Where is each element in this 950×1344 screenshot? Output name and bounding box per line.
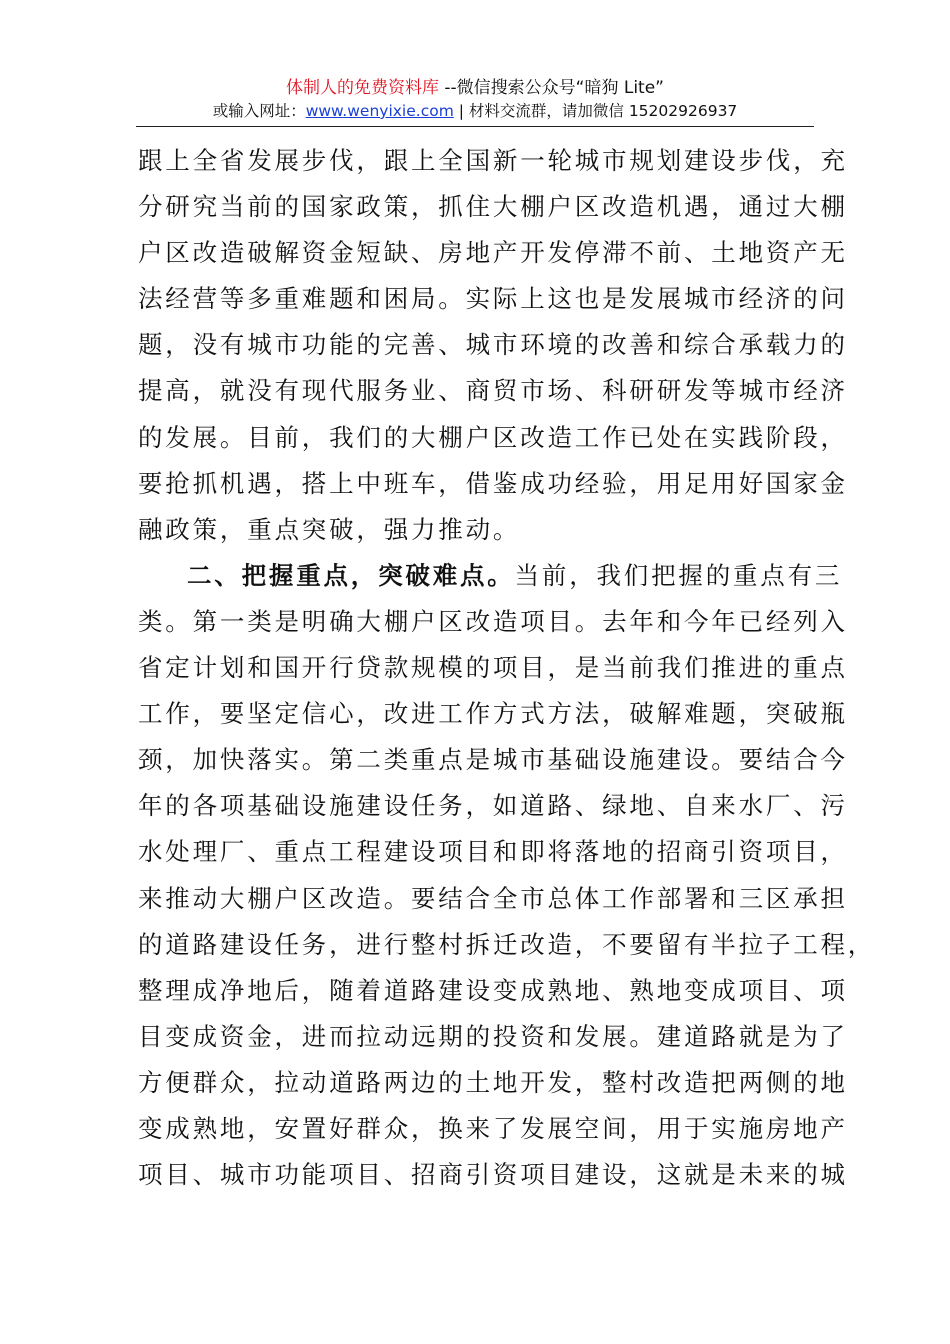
text-line: 户区改造破解资金短缺、房地产开发停滞不前、土地资产无 (138, 238, 848, 268)
text-line: 的道路建设任务，进行整村拆迁改造，不要留有半拉子工程， (138, 929, 876, 959)
text-line: 目变成资金，进而拉动远期的投资和发展。建道路就是为了 (138, 1021, 848, 1051)
text-line: 省定计划和国开行贷款规模的项目，是当前我们推进的重点 (138, 653, 848, 683)
text-line: 融政策，重点突破，强力推动。 (138, 514, 521, 544)
section-heading-line (138, 553, 843, 599)
text-line: 项目、城市功能项目、招商引资项目建设，这就是未来的城 (138, 1160, 848, 1190)
text-line: 工作，要坚定信心，改进工作方式方法，破解难题，突破瓶 (138, 699, 848, 729)
text-line: 水处理厂、重点工程建设项目和即将落地的招商引资项目， (138, 837, 848, 867)
text-line: 颈，加快落实。第二类重点是城市基础设施建设。要结合今 (138, 745, 848, 775)
section-heading: 二、把握重点，突破难点。 (187, 560, 515, 590)
text-line: 类。第一类是明确大棚户区改造项目。去年和今年已经列入 (138, 606, 848, 636)
text-line: 提高，就没有现代服务业、商贸市场、科研研发等城市经济 (138, 376, 848, 406)
page-header (136, 76, 814, 122)
header-site-label: 或输入网址： (212, 102, 306, 120)
text-line: 的发展。目前，我们的大棚户区改造工作已处在实践阶段， (138, 422, 848, 452)
header-site-link[interactable]: www.wenyixie.com (305, 102, 454, 120)
text-line: 整理成净地后，随着道路建设变成熟地、熟地变成项目、项 (138, 975, 848, 1005)
header-contact: | 材料交流群，请加微信 15202926937 (453, 102, 738, 120)
text-line: 法经营等多重难题和困局。实际上这也是发展城市经济的问 (138, 284, 848, 314)
document-body (138, 138, 876, 1198)
text-line: 年的各项基础设施建设任务，如道路、绿地、自来水厂、污 (138, 791, 848, 821)
text-line: 方便群众，拉动道路两边的土地开发，整村改造把两侧的地 (138, 1067, 848, 1097)
header-contact-line (136, 100, 814, 122)
section-heading-rest: 当前，我们把握的重点有三 (514, 560, 843, 590)
header-title-line (136, 76, 814, 100)
header-tagline: --微信搜索公众号“暗狗 Lite” (438, 78, 664, 98)
text-line: 变成熟地，安置好群众，换来了发展空间，用于实施房地产 (138, 1113, 848, 1143)
text-line: 来推动大棚户区改造。要结合全市总体工作部署和三区承担 (138, 883, 848, 913)
header-brand: 体制人的免费资料库 (285, 78, 439, 98)
text-line: 分研究当前的国家政策，抓住大棚户区改造机遇，通过大棚 (138, 192, 848, 222)
header-divider (136, 126, 814, 127)
text-line: 跟上全省发展步伐，跟上全国新一轮城市规划建设步伐，充 (138, 146, 848, 175)
text-line: 题，没有城市功能的完善、城市环境的改善和综合承载力的 (138, 330, 848, 360)
text-line: 要抢抓机遇，搭上中班车，借鉴成功经验，用足用好国家金 (138, 468, 848, 498)
